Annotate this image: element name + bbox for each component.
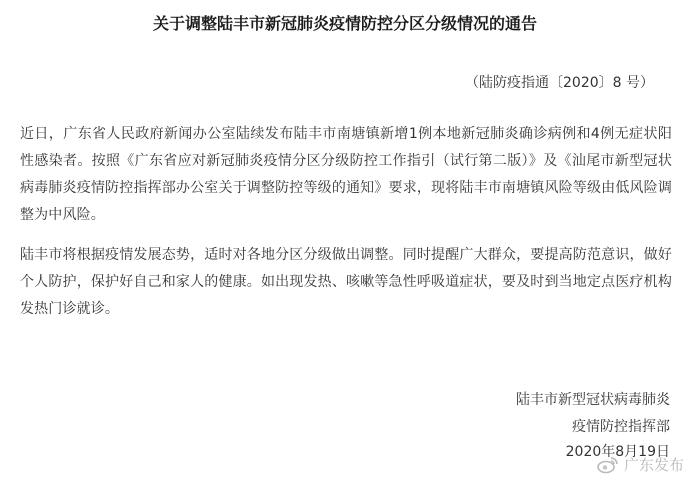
document-number: （陆防疫指通〔2020〕8 号） [465, 75, 654, 91]
signature-org-line1: 陆丰市新型冠状病毒肺炎 [516, 392, 670, 408]
paragraph-2: 陆丰市将根据疫情发展态势，适时对各地分区分级做出调整。同时提醒广大群众，要提高防范意识，做好个人防护，保护好自己和家人的健康。如出现发热、咳嗽等急性呼吸道症状，要及时到当地定点医疗机构发热门诊就诊。 [20, 247, 672, 317]
document-title: 关于调整陆丰市新冠肺炎疫情防控分区分级情况的通告 [152, 14, 537, 33]
watermark [597, 456, 684, 474]
watermark-text: 广东发布 [623, 456, 684, 474]
signature-org-line2: 疫情防控指挥部 [572, 419, 670, 435]
paragraph-1: 近日，广东省人民政府新闻办公室陆续发布陆丰市南塘镇新增1例本地新冠肺炎确诊病例和4例无症状阳性感染者。按照《广东省应对新冠肺炎疫情分区分级防控工作指引（试行第二版）》及《汕尾市新型冠状病毒肺炎疫情防控指挥部办公室关于调整防控等级的通知》要求，现将陆丰市南塘镇风险等级由低风险调整为中风险。 [20, 126, 672, 223]
weibo-icon [597, 456, 619, 474]
signature-date: 2020年8月19日 [565, 444, 670, 460]
